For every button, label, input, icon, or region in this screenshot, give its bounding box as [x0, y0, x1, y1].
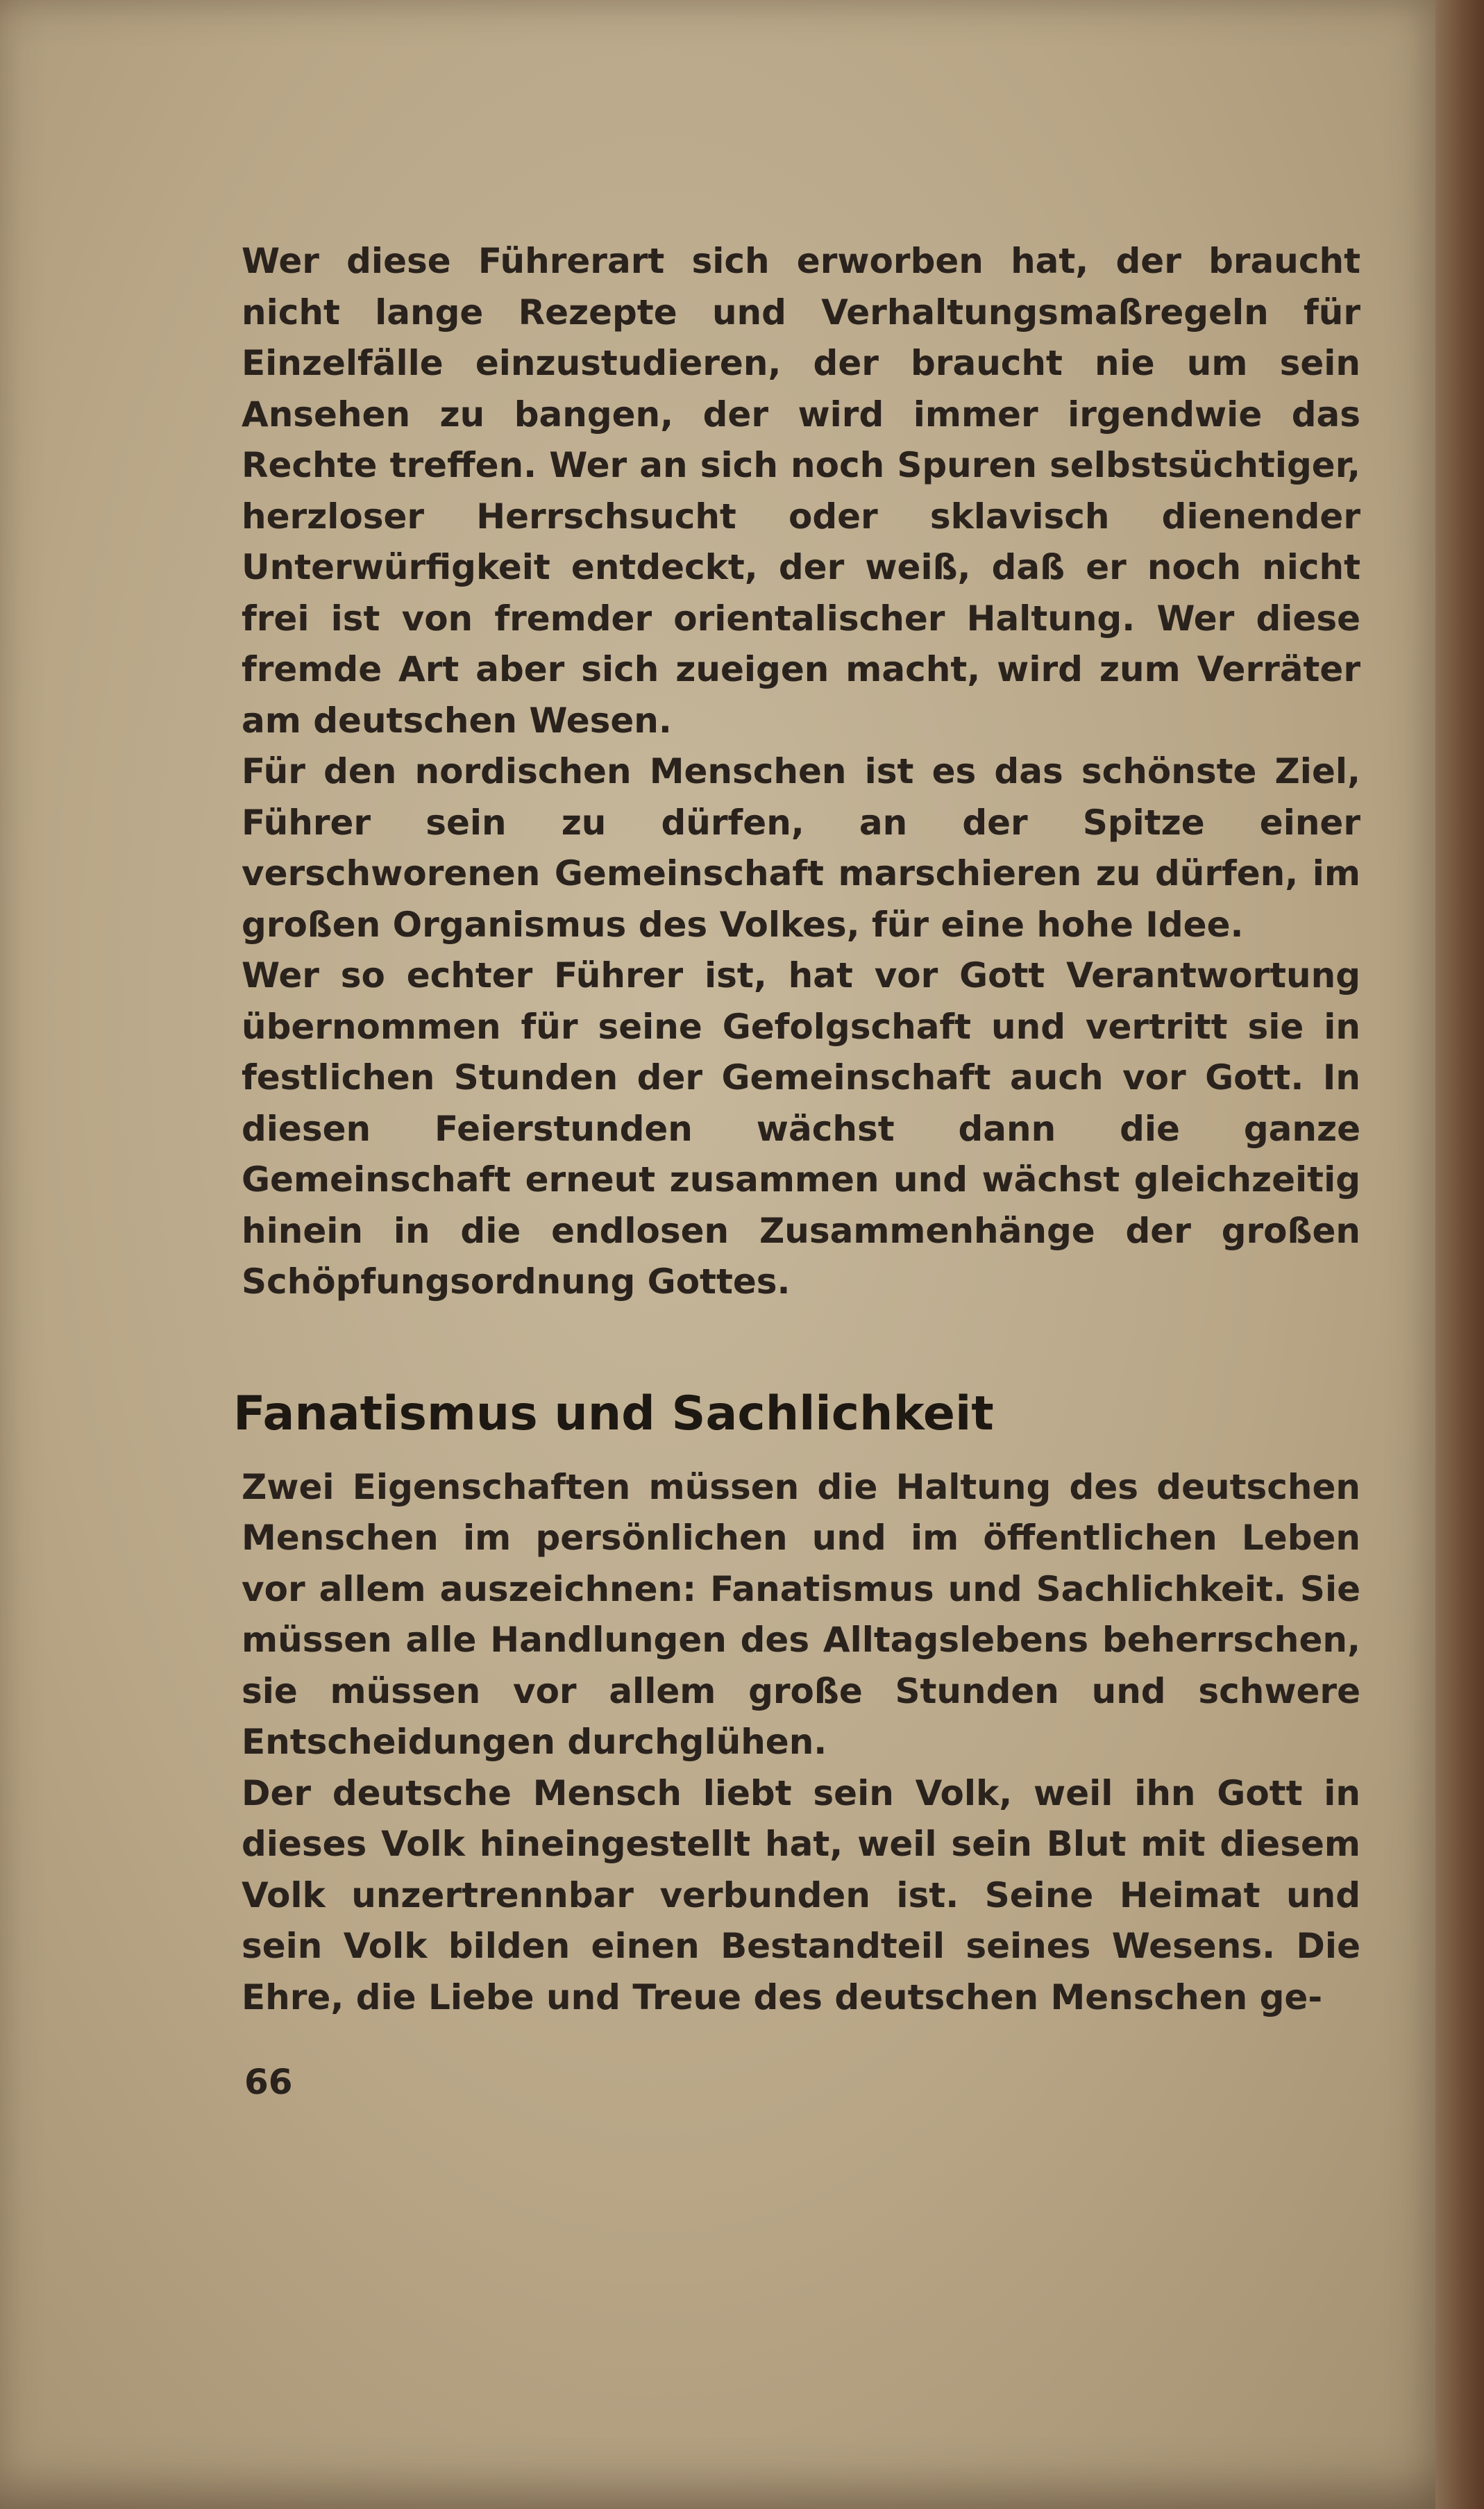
paragraph: Zwei Eigenschaften müssen die Haltung des deutschen Menschen im persönlichen und im öffentlichen Leben vor allem auszeichnen: Fanatismus und Sachlichkeit. Sie müssen alle Handlungen des Alltagslebens beherrschen, sie müssen vor allem große Stunden und schwere Entscheidungen durchglühen.	[242, 1466, 1360, 1762]
book-cover-edge	[1435, 0, 1484, 2509]
page-body	[233, 236, 1360, 2023]
paragraph: Wer diese Führerart sich erworben hat, der braucht nicht lange Rezepte und Verhaltungsmaßregeln für Einzelfälle einzustudieren, der braucht nie um sein Ansehen zu bangen, der wird immer irgendwie das Rechte treffen. Wer an sich noch Spuren selbstsüchtiger, herzloser Herrschsucht oder sklavisch dienender Unterwürfigkeit entdeckt, der weiß, daß er noch nicht frei ist von fremder orientalischer Haltung. Wer diese fremde Art aber sich zueigen macht, wird zum Verräter am deutschen Wesen.	[242, 241, 1360, 741]
page-number: 66	[244, 2062, 293, 2102]
paragraph: Wer so echter Führer ist, hat vor Gott Verantwortung übernommen für seine Gefolgschaft und vertritt sie in festlichen Stunden der Gemeinschaft auch vor Gott. In diesen Feierstunden wächst dann die ganze Gemeinschaft erneut zusammen und wächst gleichzeitig hinein in die endlosen Zusammenhänge der großen Schöpfungsordnung Gottes.	[242, 955, 1360, 1302]
paragraph: Für den nordischen Menschen ist es das schönste Ziel, Führer sein zu dürfen, an der Spitze einer verschworenen Gemeinschaft marschieren zu dürfen, im großen Organismus des Volkes, für eine hohe Idee.	[242, 751, 1360, 945]
paragraph: Der deutsche Mensch liebt sein Volk, weil ihn Gott in dieses Volk hineingestellt hat, weil sein Blut mit diesem Volk unzertrennbar verbunden ist. Seine Heimat und sein Volk bilden einen Bestandteil seines Wesens. Die Ehre, die Liebe und Treue des deutschen Menschen ge-	[242, 1772, 1360, 2017]
section-heading: Fanatismus und Sachlichkeit	[233, 1386, 994, 1441]
